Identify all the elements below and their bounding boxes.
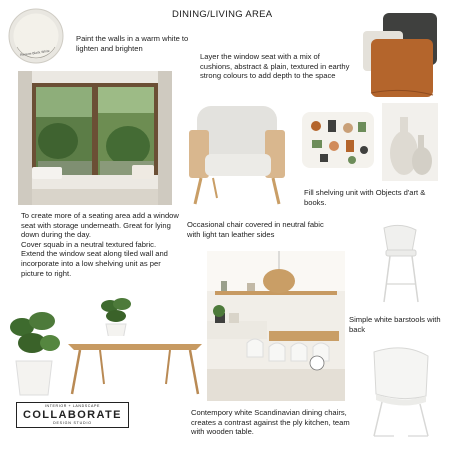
window-seat-photo xyxy=(18,71,172,205)
note-barstools: Simple white barstools with back xyxy=(349,315,441,334)
abstract-cushion-photo xyxy=(300,110,376,170)
barstool-photo xyxy=(372,222,430,304)
studio-logo xyxy=(16,402,129,428)
plant-small-photo xyxy=(98,294,134,342)
note-dining: Contempory white Scandinavian dining chairs, creates a contrast against the ply kitchen, team with wooden table. xyxy=(191,408,350,437)
logo-subtitle: DESIGN STUDIO xyxy=(53,420,92,425)
cushions-photo xyxy=(361,9,439,99)
dining-table-photo xyxy=(66,336,204,396)
note-seating: To create more of a seating area add a window seat with storage underneath. Great for lying down during the day. Cover squab in a neutral textured fabric. Extend the window seat along tiled wall and incorporate into a low shelving unit as per picture to right. xyxy=(21,211,179,278)
page-title: DINING/LIVING AREA xyxy=(172,9,273,20)
vases-photo xyxy=(382,103,438,181)
logo-tagline: INTERIOR + LANDSCAPE xyxy=(44,404,100,408)
paint-swatch xyxy=(7,7,65,65)
plant-large-photo xyxy=(6,305,62,399)
logo-name: COLLABORATE xyxy=(23,408,122,421)
note-paint: Paint the walls in a warm white to lighten and brighten xyxy=(76,34,189,53)
paint-label: Resene Black White xyxy=(19,48,50,58)
paint-pot-image xyxy=(7,7,65,65)
note-shelving: Fill shelving unit with Objects d'art & books. xyxy=(304,188,426,207)
dining-room-photo xyxy=(207,251,345,401)
armchair-photo xyxy=(183,98,291,208)
note-window-seat-layer: Layer the window seat with a mix of cushions, abstract & plain, textured in earthy strong colours to add depth to the space xyxy=(200,52,350,81)
note-chair: Occasional chair covered in neutral fabic with light tan leather sides xyxy=(187,220,324,239)
dining-chair-photo xyxy=(364,344,438,440)
